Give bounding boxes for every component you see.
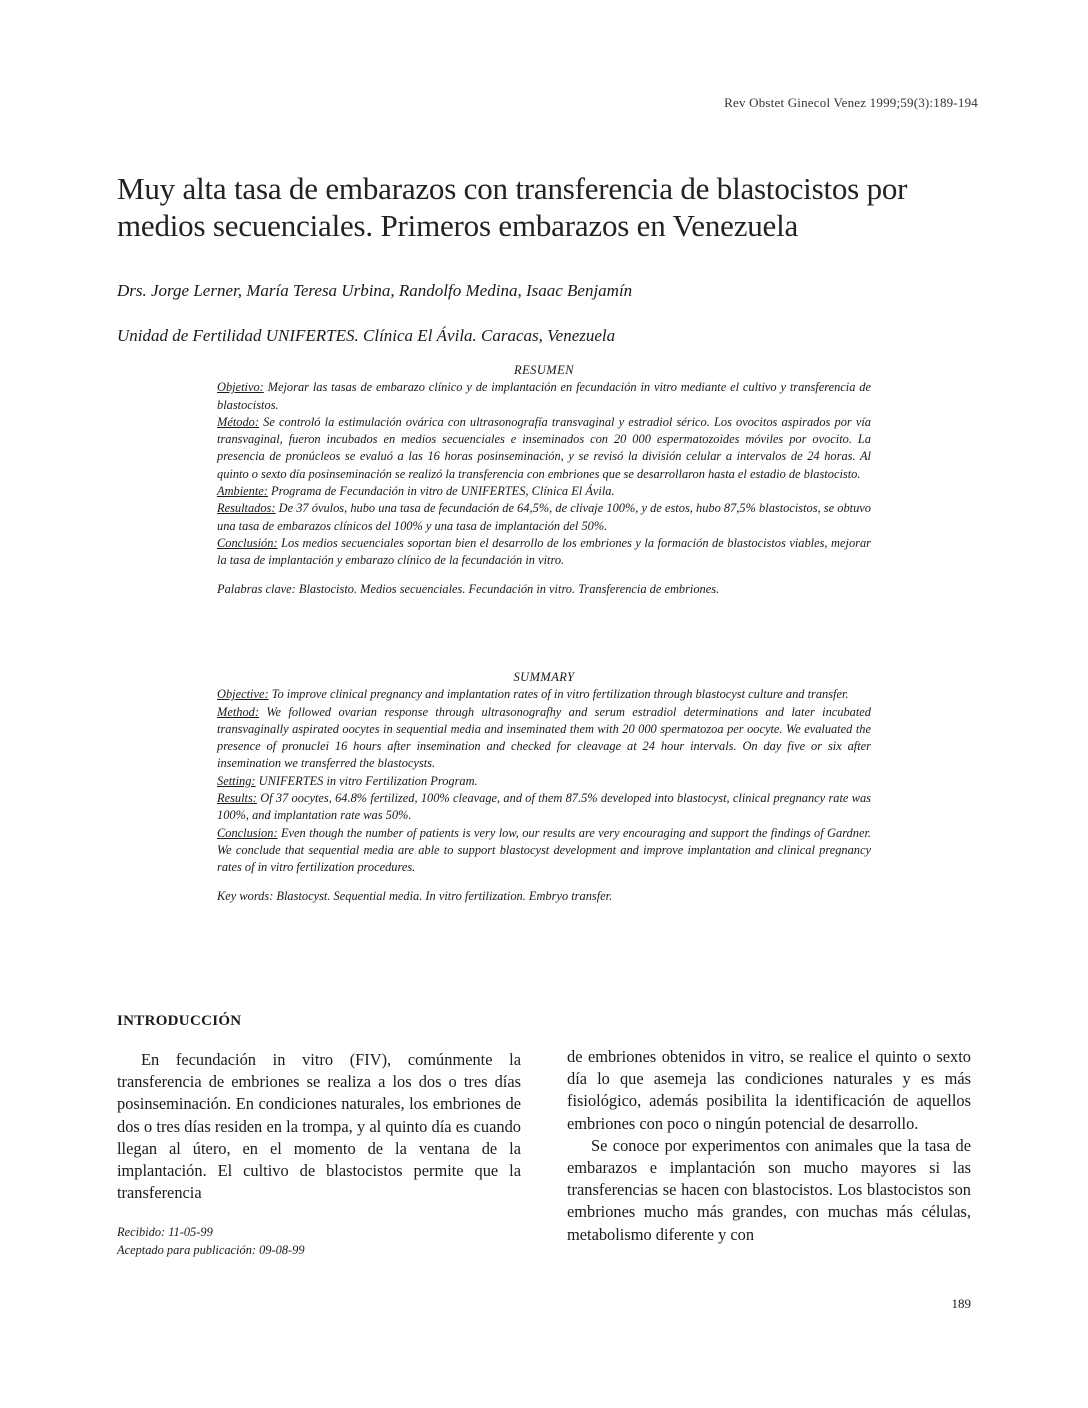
page-number: 189 bbox=[951, 1296, 971, 1311]
resumen-ambiente-label: Ambiente: bbox=[217, 484, 268, 499]
introduction-paragraph: En fecundación in vitro (FIV), comúnmente la transferencia de embriones se realiza a los dos o tres días posinseminación. En condiciones naturales, los embriones de dos o tres días residen en la trompa, y al quinto día es cuando llegan al útero, en el momento de la ventana de la implantación. El cultivo de blastocistos permite que la transferencia bbox=[117, 1050, 521, 1203]
resumen-objetivo bbox=[217, 379, 871, 414]
introduction-heading: INTRODUCCIÓN bbox=[117, 1013, 242, 1029]
resumen-resultados-label: Resultados: bbox=[217, 501, 276, 516]
journal-citation: Rev Obstet Ginecol Venez 1999;59(3):189-194 bbox=[724, 95, 978, 110]
resumen-heading: RESUMEN bbox=[514, 363, 574, 377]
resumen-metodo-text: Se controló la estimulación ovárica con ultrasonografía transvaginal y estradiol sérico. Los ovocitos aspirados por vía transvaginal, fueron incubados en medios secuenciales e inseminados con 20 000 espermatozoides móviles por ovocito. La presencia de pronúcleos se evaluó a las 16 horas posinseminación, y se revisó la división celular a intervalos de 24 horas. Al quinto o sexto día posinseminación se realizó la transferencia con embriones que se desarrollaron hasta el estadio de blastocisto. bbox=[217, 414, 871, 481]
summary-section bbox=[217, 669, 871, 905]
resumen-objetivo-label: Objetivo: bbox=[217, 380, 264, 395]
summary-conclusion-label: Conclusion: bbox=[217, 825, 278, 840]
article-authors: Drs. Jorge Lerner, María Teresa Urbina, Randolfo Medina, Isaac Benjamín bbox=[117, 281, 633, 300]
introduction-paragraph: Se conoce por experimentos con animales que la tasa de embarazos e implantación son mucho mayores si las transferencias se hacen con blastocistos. Los blastocistos son embriones mucho más grandes, con muchas más células, metabolismo diferente y con bbox=[567, 1135, 971, 1244]
article-affiliation: Unidad de Fertilidad UNIFERTES. Clínica El Ávila. Caracas, Venezuela bbox=[117, 326, 616, 345]
summary-results bbox=[217, 790, 871, 825]
body-column-left bbox=[117, 1049, 521, 1204]
received-date: Recibido: 11-05-99 bbox=[117, 1225, 213, 1239]
resumen-conclusion bbox=[217, 535, 871, 570]
resumen-keywords: Palabras clave: Blastocisto. Medios secuenciales. Fecundación in vitro. Transferencia de embriones. bbox=[217, 581, 720, 596]
resumen-ambiente-text: Programa de Fecundación in vitro de UNIFERTES, Clínica El Ávila. bbox=[267, 484, 615, 499]
accepted-date: Aceptado para publicación: 09-08-99 bbox=[117, 1243, 305, 1257]
resumen-section bbox=[217, 362, 871, 598]
resumen-resultados-text: De 37 óvulos, hubo una tasa de fecundación de 64,5%, de clivaje 100%, y de estos, hubo 87,5% blastocistos, se obtuvo una tasa de embarazos clínicos del 100% y una tasa de implantación del 50%. bbox=[217, 501, 871, 533]
summary-method-label: Method: bbox=[217, 704, 259, 719]
summary-objective-label: Objective: bbox=[217, 687, 269, 702]
summary-keywords: Key words: Blastocyst. Sequential media. In vitro fertilization. Embryo transfer. bbox=[217, 888, 613, 903]
summary-results-text: Of 37 oocytes, 64.8% fertilized, 100% cleavage, and of them 87.5% developed into blastocyst, clinical pregnancy rate was 100%, and implantation rate was 50%. bbox=[217, 791, 871, 823]
summary-method-text: We followed ovarian response through ultrasonografhy and serum estradiol determinations and later incubated transvaginally aspirated oocytes in sequential media and inseminated them with 20 000 spermatozoa per oocyte. We evaluated the presence of pronuclei 16 hours after insemination and checked for cleavage at 24 hour intervals. On day five or six after insemination we transferred the blastocysts. bbox=[217, 704, 871, 771]
summary-conclusion bbox=[217, 825, 871, 877]
article-title: Muy alta tasa de embarazos con transferencia de blastocistos por medios secuenciales. Primeros embarazos en Venezuela bbox=[117, 171, 908, 243]
resumen-metodo bbox=[217, 414, 871, 483]
resumen-conclusion-text: Los medios secuenciales soportan bien el desarrollo de los embriones y la formación de blastocistos viables, mejorar la tasa de implantación y embarazo clínico de la fecundación in vitro. bbox=[217, 535, 871, 568]
summary-heading: SUMMARY bbox=[513, 670, 575, 684]
summary-setting-label: Setting: bbox=[217, 773, 256, 788]
resumen-resultados bbox=[217, 500, 871, 535]
summary-conclusion-text: Even though the number of patients is very low, our results are very encouraging and support the findings of Gardner. We conclude that sequential media are able to support blastocyst development and improve implantation and clinical pregnancy rates of in vitro fertilization procedures. bbox=[217, 825, 871, 875]
publication-dates bbox=[117, 1223, 305, 1259]
resumen-ambiente bbox=[217, 483, 871, 500]
summary-setting bbox=[217, 773, 871, 790]
summary-objective-text: To improve clinical pregnancy and implantation rates of in vitro fertilization through blastocyst culture and transfer. bbox=[268, 687, 849, 702]
body-column-right bbox=[567, 1046, 971, 1246]
introduction-paragraph-continued: de embriones obtenidos in vitro, se realice el quinto o sexto día lo que asemeja las condiciones naturales y es más fisiológico, además posibilita la identificación de aquellos embriones con poco o ningún potencial de desarrollo. bbox=[567, 1047, 971, 1133]
summary-results-label: Results: bbox=[217, 791, 257, 806]
summary-objective bbox=[217, 686, 871, 703]
resumen-conclusion-label: Conclusión: bbox=[217, 535, 278, 550]
summary-setting-text: UNIFERTES in vitro Fertilization Program. bbox=[255, 773, 478, 788]
summary-method bbox=[217, 704, 871, 773]
resumen-metodo-label: Método: bbox=[217, 414, 259, 429]
resumen-objetivo-text: Mejorar las tasas de embarazo clínico y de implantación en fecundación in vitro mediante el cultivo y transferencia de blastocistos. bbox=[217, 380, 871, 412]
